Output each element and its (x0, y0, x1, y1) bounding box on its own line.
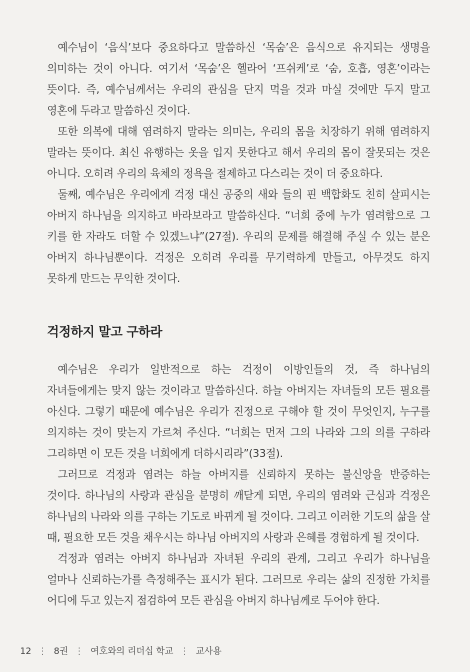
paragraph: 둘째, 예수님은 우리에게 걱정 대신 공중의 새와 들의 핀 백합화도 친히 살피시는 아버지 하나님을 의지하고 바라보라고 말씀하신다. “너희 중에 누가 염려함으로 그 키를 한 자라도 더할 수 있겠느냐”(27절). 우리의 문제를 해결해 주실 수 있는 분은 아버지 하나님뿐이다. 걱정은 오히려 우리를 무기력하게 만들고, 아무것도 하지 못하게 만드는 무익한 것이다. (47, 189, 430, 285)
volume-label: 8권 (53, 647, 68, 657)
paragraph: 그러므로 걱정과 염려는 하늘 아버지를 신뢰하지 못하는 불신앙을 반증하는 것이다. 하나님의 사랑과 관심을 분명히 깨닫게 되면, 우리의 염려와 근심과 걱정은 하나님의 나라와 의를 구하는 기도로 바뀌게 될 것이다. 그리고 이러한 기도의 삶을 살 때, 필요한 모든 것을 채우시는 하나님 아버지의 사랑과 은혜를 경험하게 될 것이다. (47, 469, 430, 544)
footer-separator: ⋮ (38, 647, 47, 657)
paragraph: 예수님은 우리가 일반적으로 하는 걱정이 이방인들의 것, 즉 하나님의 자녀들에게는 맞지 않는 것이라고 말씀하신다. 하늘 아버지는 자녀들의 모든 필요를 아신다. 그렇기 때문에 예수님은 우리가 진정으로 구해야 할 것이 무엇인지, 누구를 의지하는 것이 맞는지 가르쳐 주신다. “너희는 먼저 그의 나라와 그의 의를 구하라 그리하면 이 모든 것을 너희에게 더하시리라”(33절). (47, 364, 430, 460)
page-number: 12 (20, 647, 32, 657)
paragraph: 또한 의복에 대해 염려하지 말라는 의미는, 우리의 몸을 치장하기 위해 염려하지 말라는 뜻이다. 최신 유행하는 옷을 입지 못한다고 해서 우리의 몸이 잘못되는 것은 아니다. 오히려 우리의 육체의 정욕을 절제하고 다스리는 것이 더 중요하다. (47, 126, 430, 180)
paragraph: 예수님이 ‘음식’보다 중요하다고 말씀하신 ‘목숨’은 음식으로 유지되는 생명을 의미하는 것이 아니다. 여기서 ‘목숨’은 헬라어 ‘프쉬케’로 ‘숨, 호흡, 영혼’이라는 뜻이다. 즉, 예수님께서는 우리의 관심을 단지 먹을 것과 마실 것에만 두지 말고 영혼에 두라고 말씀하신 것이다. (47, 42, 430, 117)
section-heading: 걱정하지 말고 구하라 (47, 324, 163, 339)
edition-label: 교사용 (195, 647, 222, 657)
book-title: 여호와의 리더십 학교 (90, 647, 174, 657)
footer-separator: ⋮ (74, 647, 84, 657)
page-content (47, 38, 430, 612)
paragraph: 걱정과 염려는 아버지 하나님과 자녀된 우리의 관계, 그리고 우리가 하나님을 얼마나 신뢰하는가를 측정해주는 표시가 된다. 그러므로 우리는 삶의 진정한 가치를 어디에 두고 있는지 점검하여 모든 관심을 아버지 하나님께로 두어야 한다. (47, 553, 430, 607)
page-footer (20, 644, 221, 657)
footer-separator: ⋮ (180, 647, 189, 657)
